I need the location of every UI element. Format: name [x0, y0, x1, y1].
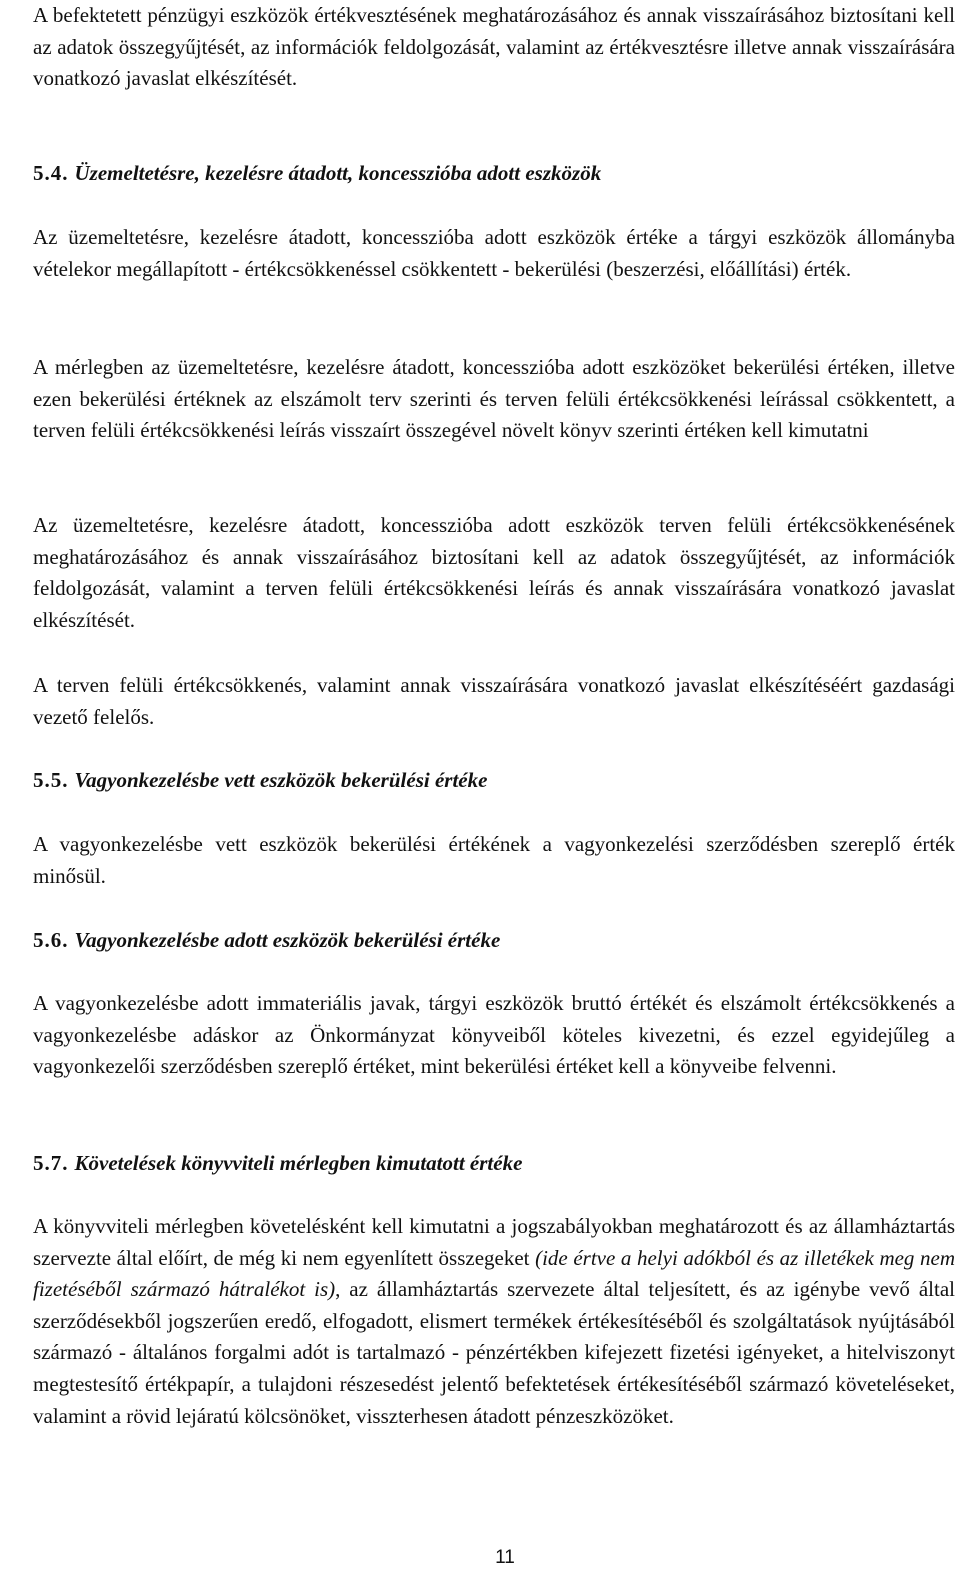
section-heading-5-5	[33, 765, 955, 797]
section-number: 5.7.	[33, 1151, 69, 1175]
paragraph-text: A mérlegben az üzemeltetésre, kezelésre átadott, koncesszióba adott eszközöket bekerülési értéken, illetve ezen bekerülési értéknek az elszámolt terv szerinti és terven felüli értékcsökkenési leírással csökkentett, a terven felüli értékcsökkenési leírás visszaírt összegével növelt könyv szerinti értéken kell kimutatni	[33, 355, 955, 443]
receivables-text-end: , az államháztartás szervezete által teljesített, és az igénybe vevő által szerződésekből jogszerűen eredő, elfogadott, elismert termékek értékesítéséből és szolgáltatások nyújtásából származó - általános forgalmi adót is tartalmazó - pénzértékben kifejezett fizetési igényeket, a hitelviszonyt megtestesítő értékpapír, a tulajdoni részesedést jelentő befektetések értékesítéséből származó követeléseket, valamint a rövid lejáratú kölcsönöket, visszterhesen átadott pénzeszközöket.	[33, 1277, 955, 1428]
section-heading-5-7	[33, 1148, 955, 1180]
section-number: 5.6.	[33, 928, 69, 952]
paragraph-text: A befektetett pénzügyi eszközök értékvesztésének meghatározásához és annak visszaírásához biztosítani kell az adatok összegyűjtését, az információk feldolgozását, valamint az értékvesztésre illetve annak visszaírására vonatkozó javaslat elkészítését.	[33, 3, 955, 91]
receivables-text-italic: (ide értve a helyi adókból és az illetékek meg nem fizetéséből származó hátralékot is)	[33, 1245, 955, 1302]
paragraph-impairment-intro	[33, 0, 955, 95]
section-number: 5.5.	[33, 768, 69, 792]
paragraph-operated-assets-value	[33, 222, 955, 285]
paragraph-text: A terven felüli értékcsökkenés, valamint annak visszaírására vonatkozó javaslat elkészítéséért gazdasági vezető felelős.	[33, 673, 955, 729]
section-title: Üzemeltetésre, kezelésre átadott, koncesszióba adott eszközök	[74, 161, 602, 185]
section-title: Vagyonkezelésbe vett eszközök bekerülési értéke	[74, 768, 488, 792]
paragraph-transferred-assets-value	[33, 988, 955, 1083]
paragraph-text: A vagyonkezelésbe vett eszközök bekerülési értékének a vagyonkezelési szerződésben szereplő érték minősül.	[33, 832, 955, 888]
paragraph-received-assets-value	[33, 829, 955, 892]
paragraph-responsibility	[33, 670, 955, 733]
section-heading-5-6	[33, 925, 955, 957]
paragraph-balance-sheet-presentation	[33, 352, 955, 447]
paragraph-text: Az üzemeltetésre, kezelésre átadott, koncesszióba adott eszközök terven felüli értékcsökkenésének meghatározásához és annak visszaírásához biztosítani kell az adatok összegyűjtését, az információk feldolgozását, valamint a terven felüli értékcsökkenési leírás és annak visszaírására vonatkozó javaslat elkészítését.	[33, 513, 955, 632]
document-page	[33, 0, 955, 1577]
paragraph-text	[33, 1211, 955, 1432]
paragraph-extraordinary-depreciation	[33, 510, 955, 636]
section-title: Vagyonkezelésbe adott eszközök bekerülési értéke	[74, 928, 501, 952]
section-heading-5-4	[33, 158, 955, 190]
receivables-text-start: A könyvviteli mérlegben követelésként kell kimutatni a jogszabályokban meghatározott és az államháztartás szervezte által előírt, de még ki nem egyenlített összegeket	[33, 1214, 955, 1270]
paragraph-text: A vagyonkezelésbe adott immateriális javak, tárgyi eszközök bruttó értékét és elszámolt értékcsökkenés a vagyonkezelésbe adáskor az Önkormányzat könyveiből köteles kivezetni, és ezzel egyidejűleg a vagyonkezelői szerződésben szereplő értéket, mint bekerülési értéket kell a könyveibe felvenni.	[33, 991, 955, 1079]
section-number: 5.4.	[33, 161, 69, 185]
section-title: Követelések könyvviteli mérlegben kimutatott értéke	[74, 1151, 523, 1175]
page-number: 11	[495, 1547, 515, 1568]
paragraph-receivables	[33, 1211, 955, 1432]
paragraph-text: Az üzemeltetésre, kezelésre átadott, koncesszióba adott eszközök értéke a tárgyi eszközök állományba vételekor megállapított - értékcsökkenéssel csökkentett - bekerülési (beszerzési, előállítási) érték.	[33, 225, 955, 281]
